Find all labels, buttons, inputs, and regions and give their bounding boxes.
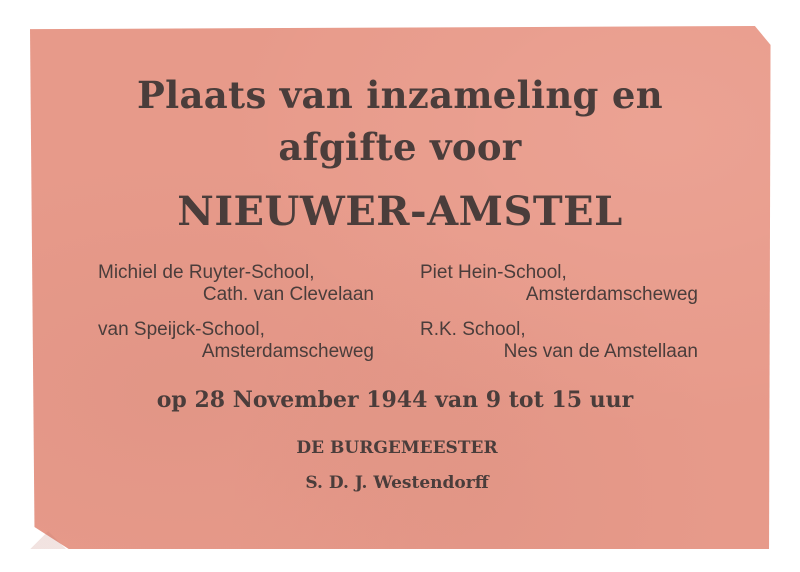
poster-authority: DE BURGEMEESTER bbox=[296, 438, 498, 458]
school-street: Nes van de Amstellaan bbox=[503, 341, 698, 362]
school-name: Michiel de Ruyter-School, bbox=[98, 262, 315, 283]
school-street: Amsterdamscheweg bbox=[525, 284, 698, 305]
poster-signer: S. D. J. Westendorff bbox=[305, 473, 489, 493]
school-name: R.K. School, bbox=[420, 319, 526, 340]
school-name: van Speijck-School, bbox=[98, 319, 265, 340]
school-street: Cath. van Clevelaan bbox=[202, 284, 374, 305]
school-entry bbox=[98, 319, 374, 363]
school-entry bbox=[98, 262, 374, 306]
poster-date-line: op 28 November 1944 van 9 tot 15 uur bbox=[156, 387, 634, 413]
school-entry bbox=[420, 262, 698, 306]
poster-title-line-1: Plaats van inzameling en bbox=[137, 73, 663, 117]
poster-place-name: NIEUWER-AMSTEL bbox=[177, 188, 623, 235]
poster-title-line-2: afgifte voor bbox=[278, 125, 522, 169]
school-street: Amsterdamscheweg bbox=[201, 341, 374, 362]
school-entry bbox=[420, 319, 698, 363]
school-name: Piet Hein-School, bbox=[420, 262, 567, 283]
